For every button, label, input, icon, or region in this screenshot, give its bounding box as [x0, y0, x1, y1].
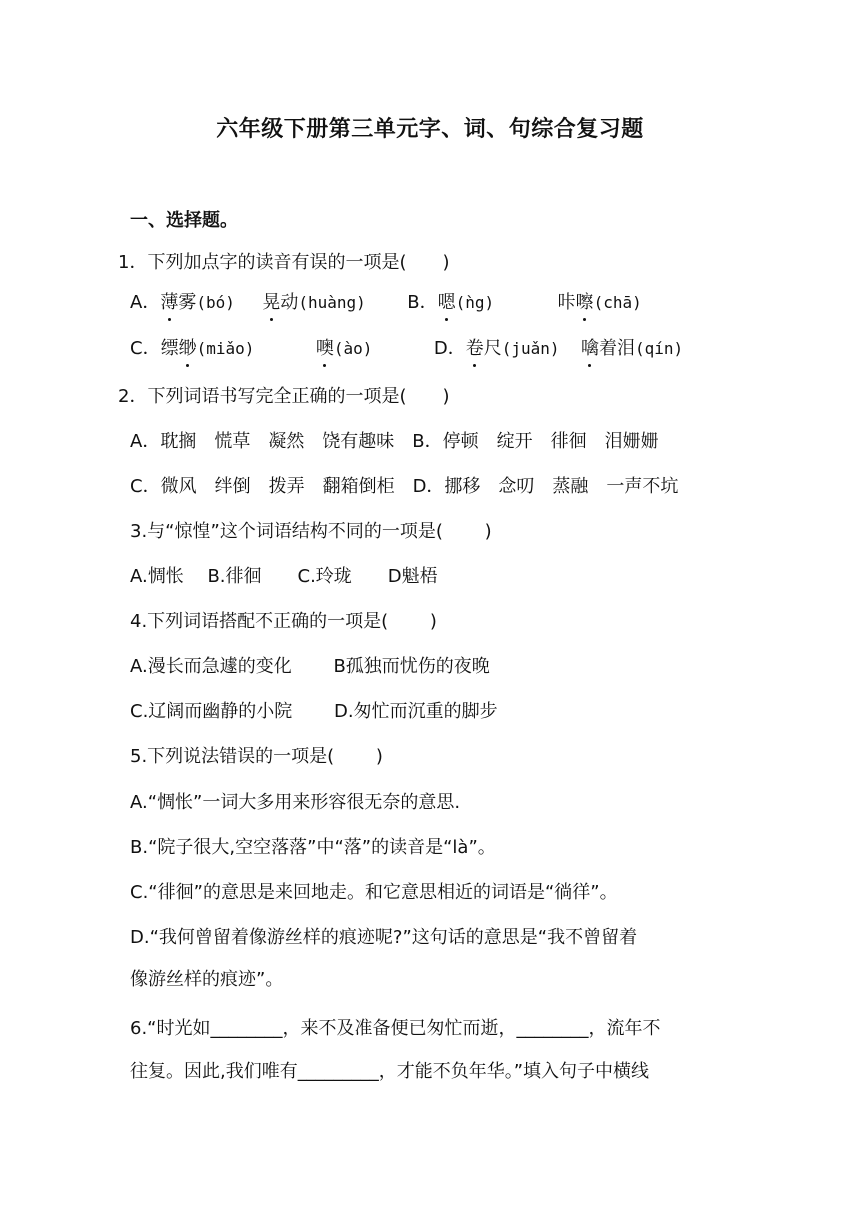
dotted-char-c1: 缈: [179, 336, 197, 362]
word-a1-post: 雾: [178, 292, 197, 313]
question-2-options-ab: A．耽搁 慌草 凝然 饶有趣味 B．停顿 绽开 徘徊 泪姗姗: [130, 431, 659, 452]
option-b-label: B．: [407, 292, 438, 313]
question-1-stem: 1．下列加点字的读音有误的一项是( ): [118, 252, 450, 273]
question-5-option-d-line1: D.“我何曾留着像游丝样的痕迹呢?”这句话的意思是“我不曾留着: [130, 927, 638, 948]
pinyin-c2: (ào): [333, 339, 373, 358]
question-4-options-ab: A.漫长而急遽的变化 B孤独而忧伤的夜晚: [130, 656, 490, 677]
dotted-char-d1: 卷: [466, 336, 484, 362]
question-2-stem: 2．下列词语书写完全正确的一项是( ): [118, 386, 450, 407]
dotted-char-c2: 噢: [316, 336, 334, 362]
question-4-stem: 4.下列词语搭配不正确的一项是( ): [130, 611, 437, 632]
option-d-label: D．: [433, 338, 466, 359]
pinyin-a2: (huàng): [298, 293, 366, 312]
pinyin-d2: (qín): [634, 339, 684, 358]
question-5-option-d-line2: 像游丝样的痕迹”。: [130, 969, 284, 990]
pinyin-a1: (bó): [196, 293, 235, 312]
option-a-label: A．: [130, 292, 161, 313]
question-1-row-ab: [130, 290, 642, 316]
question-2-options-cd: C．微风 绊倒 拨弄 翻箱倒柜 D．挪移 念叨 蒸融 一声不坑: [130, 476, 679, 497]
question-3-stem: 3.与“惊惶”这个词语结构不同的一项是( ): [130, 521, 492, 542]
question-5-option-b: B.“院子很大,空空落落”中“落”的读音是“là”。: [130, 837, 496, 858]
dotted-char-b1: 嗯: [438, 290, 456, 316]
question-5-option-c: C.“徘徊”的意思是来回地走。和它意思相近的词语是“徜徉”。: [130, 882, 618, 903]
question-5-stem: 5.下列说法错误的一项是( ): [130, 746, 383, 767]
question-6-line1: 6.“时光如________，来不及准备便已匆忙而逝，________，流年不: [130, 1018, 661, 1039]
section-heading: 一、选择题。: [130, 210, 238, 231]
word-c1-pre: 缥: [160, 338, 179, 359]
word-a2-post: 动: [280, 292, 299, 313]
word-d2-post: 着泪: [598, 338, 635, 359]
page-title: 六年级下册第三单元字、词、句综合复习题: [216, 117, 644, 142]
question-4-options-cd: C.辽阔而幽静的小院 D.匆忙而沉重的脚步: [130, 701, 498, 722]
dotted-char-d2: 噙: [581, 336, 599, 362]
question-1-row-cd: [130, 336, 683, 362]
word-b2-pre: 咔: [557, 292, 576, 313]
question-3-options: A.惆怅 B.徘徊 C.玲珑 D魁梧: [130, 566, 438, 587]
question-6-line2: 往复。因此,我们唯有_________，才能不负年华。”填入句子中横线: [130, 1061, 650, 1082]
pinyin-c1: (miǎo): [196, 339, 255, 358]
option-c-label: C．: [130, 338, 161, 359]
word-d1-post: 尺: [483, 338, 502, 359]
pinyin-b1: (ǹg): [455, 293, 495, 312]
dotted-char-a1: 薄: [160, 290, 178, 316]
dotted-char-b2: 嚓: [576, 290, 594, 316]
pinyin-d1: (juǎn): [501, 339, 560, 358]
question-5-option-a: A.“惆怅”一词大多用来形容很无奈的意思.: [130, 792, 461, 813]
dotted-char-a2: 晃: [262, 290, 280, 316]
pinyin-b2: (chā): [593, 293, 642, 312]
